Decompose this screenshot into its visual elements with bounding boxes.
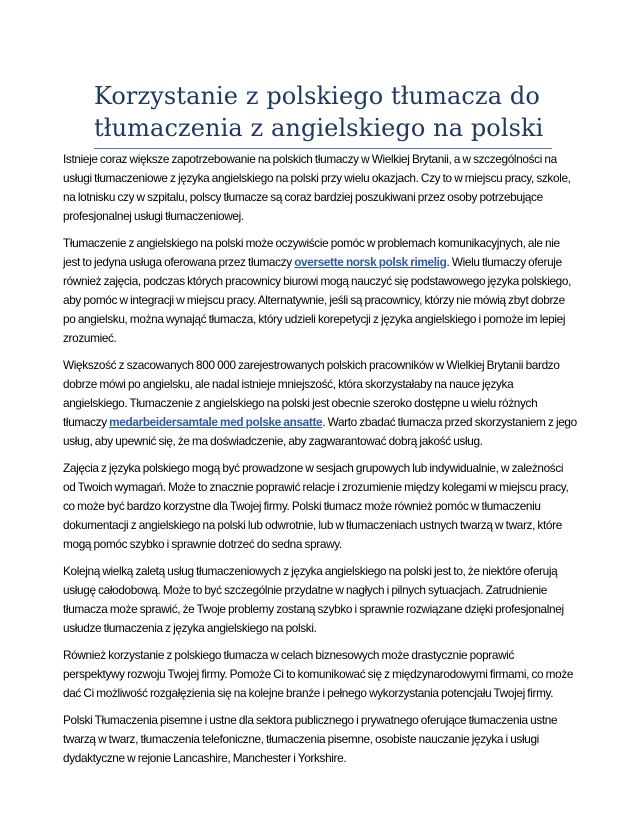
link-oversette-norsk-polsk[interactable]: oversette norsk polsk rimelig xyxy=(294,255,447,269)
paragraph-7: Polski Tłumaczenia pisemne i ustne dla sektora publicznego i prywatnego oferujące tłumaczenia ustne twarzą w twarz, tłumaczenia telefoniczne, tłumaczenia pisemne, osobiste nauczanie języka i usługi dydaktyczne w rejonie Lancashire, Manchester i Yorkshire. xyxy=(63,713,558,765)
document-title: Korzystanie z polskiego tłumacza do tłumaczenia z angielskiego na polski xyxy=(94,82,544,142)
paragraph-2 xyxy=(63,234,577,348)
paragraph-3-text-before: Większość z szacowanych 800 000 zarejestrowanych polskich pracowników w Wielkiej Brytanii bardzo dobrze mówi po angielsku, ale nadal istnieje mniejszość, która skorzystałaby na nauce języka angielskiego. Tłumaczenie z angielskiego na polski jest obecnie szeroko dostępne u wielu różnych tłumaczy xyxy=(63,358,560,429)
paragraph-3 xyxy=(63,356,577,451)
link-medarbeidersamtale[interactable]: medarbeidersamtale med polske ansatte xyxy=(109,415,323,429)
paragraph-6: Również korzystanie z polskiego tłumacza w celach biznesowych może drastycznie poprawić perspektywy rozwoju Twojej firmy. Pomoże Ci to komunikować się z międzynarodowymi firmami, co może dać Ci możliwość rozgałęzienia się na kolejne branże i pełnego wykorzystania potencjału Twojej firmy. xyxy=(63,648,574,700)
paragraph-3-text-after: . Warto zbadać tłumacza przed skorzystaniem z jego usług, aby upewnić się, że ma doświadczenie, aby zagwarantować dobrą jakość usług. xyxy=(63,415,577,448)
paragraph-1: Istnieje coraz większe zapotrzebowanie na polskich tłumaczy w Wielkiej Brytanii, a w szczególności na usługi tłumaczeniowe z języka angielskiego na polski przy wielu okazjach. Czy to w miejscu pracy, szkole, na lotnisku czy w szpitalu, polscy tłumacze są coraz bardziej poszukiwani przez osoby potrzebujące profesjonalnej usługi tłumaczeniowej. xyxy=(63,152,571,223)
title-underline-rule xyxy=(94,148,552,149)
paragraph-2-text-after: . Wielu tłumaczy oferuje również zajęcia, podczas których pracownicy biurowi mogą nauczyć się podstawowego języka polskiego, aby pomóc w integracji w miejscu pracy. Alternatywnie, jeśli są pracownicy, którzy nie mówią zbyt dobrze po angielsku, można wynająć tłumacza, który udzieli korepetycji z języka angielskiego i pomoże im lepiej zrozumieć. xyxy=(63,255,572,345)
document-body xyxy=(63,150,577,776)
paragraph-2-text-before: Tłumaczenie z angielskiego na polski może oczywiście pomóc w problemach komunikacyjnych, ale nie jest to jedyna usługa oferowana przez tłumaczy xyxy=(63,236,560,269)
paragraph-4: Zajęcia z języka polskiego mogą być prowadzone w sesjach grupowych lub indywidualnie, w zależności od Twoich wymagań. Może to znacznie poprawić relacje i zrozumienie między kolegami w miejscu pracy, co może być bardzo korzystne dla Twojej firmy. Polski tłumacz może również pomóc w tłumaczeniu dokumentacji z angielskiego na polski lub odwrotnie, lub w tłumaczeniach ustnych twarzą w twarz, które mogą pomóc szybko i sprawnie dotrzeć do sedna sprawy. xyxy=(63,461,569,551)
paragraph-5: Kolejną wielką zaletą usług tłumaczeniowych z języka angielskiego na polski jest to, że niektóre oferują usługę całodobową. Może to być szczególnie przydatne w nagłych i pilnych sytuacjach. Zatrudnienie tłumacza może sprawić, że Twoje problemy zostaną szybko i sprawnie rozwiązane dzięki profesjonalnej usłudze tłumaczenia z języka angielskiego na polski. xyxy=(63,564,564,635)
